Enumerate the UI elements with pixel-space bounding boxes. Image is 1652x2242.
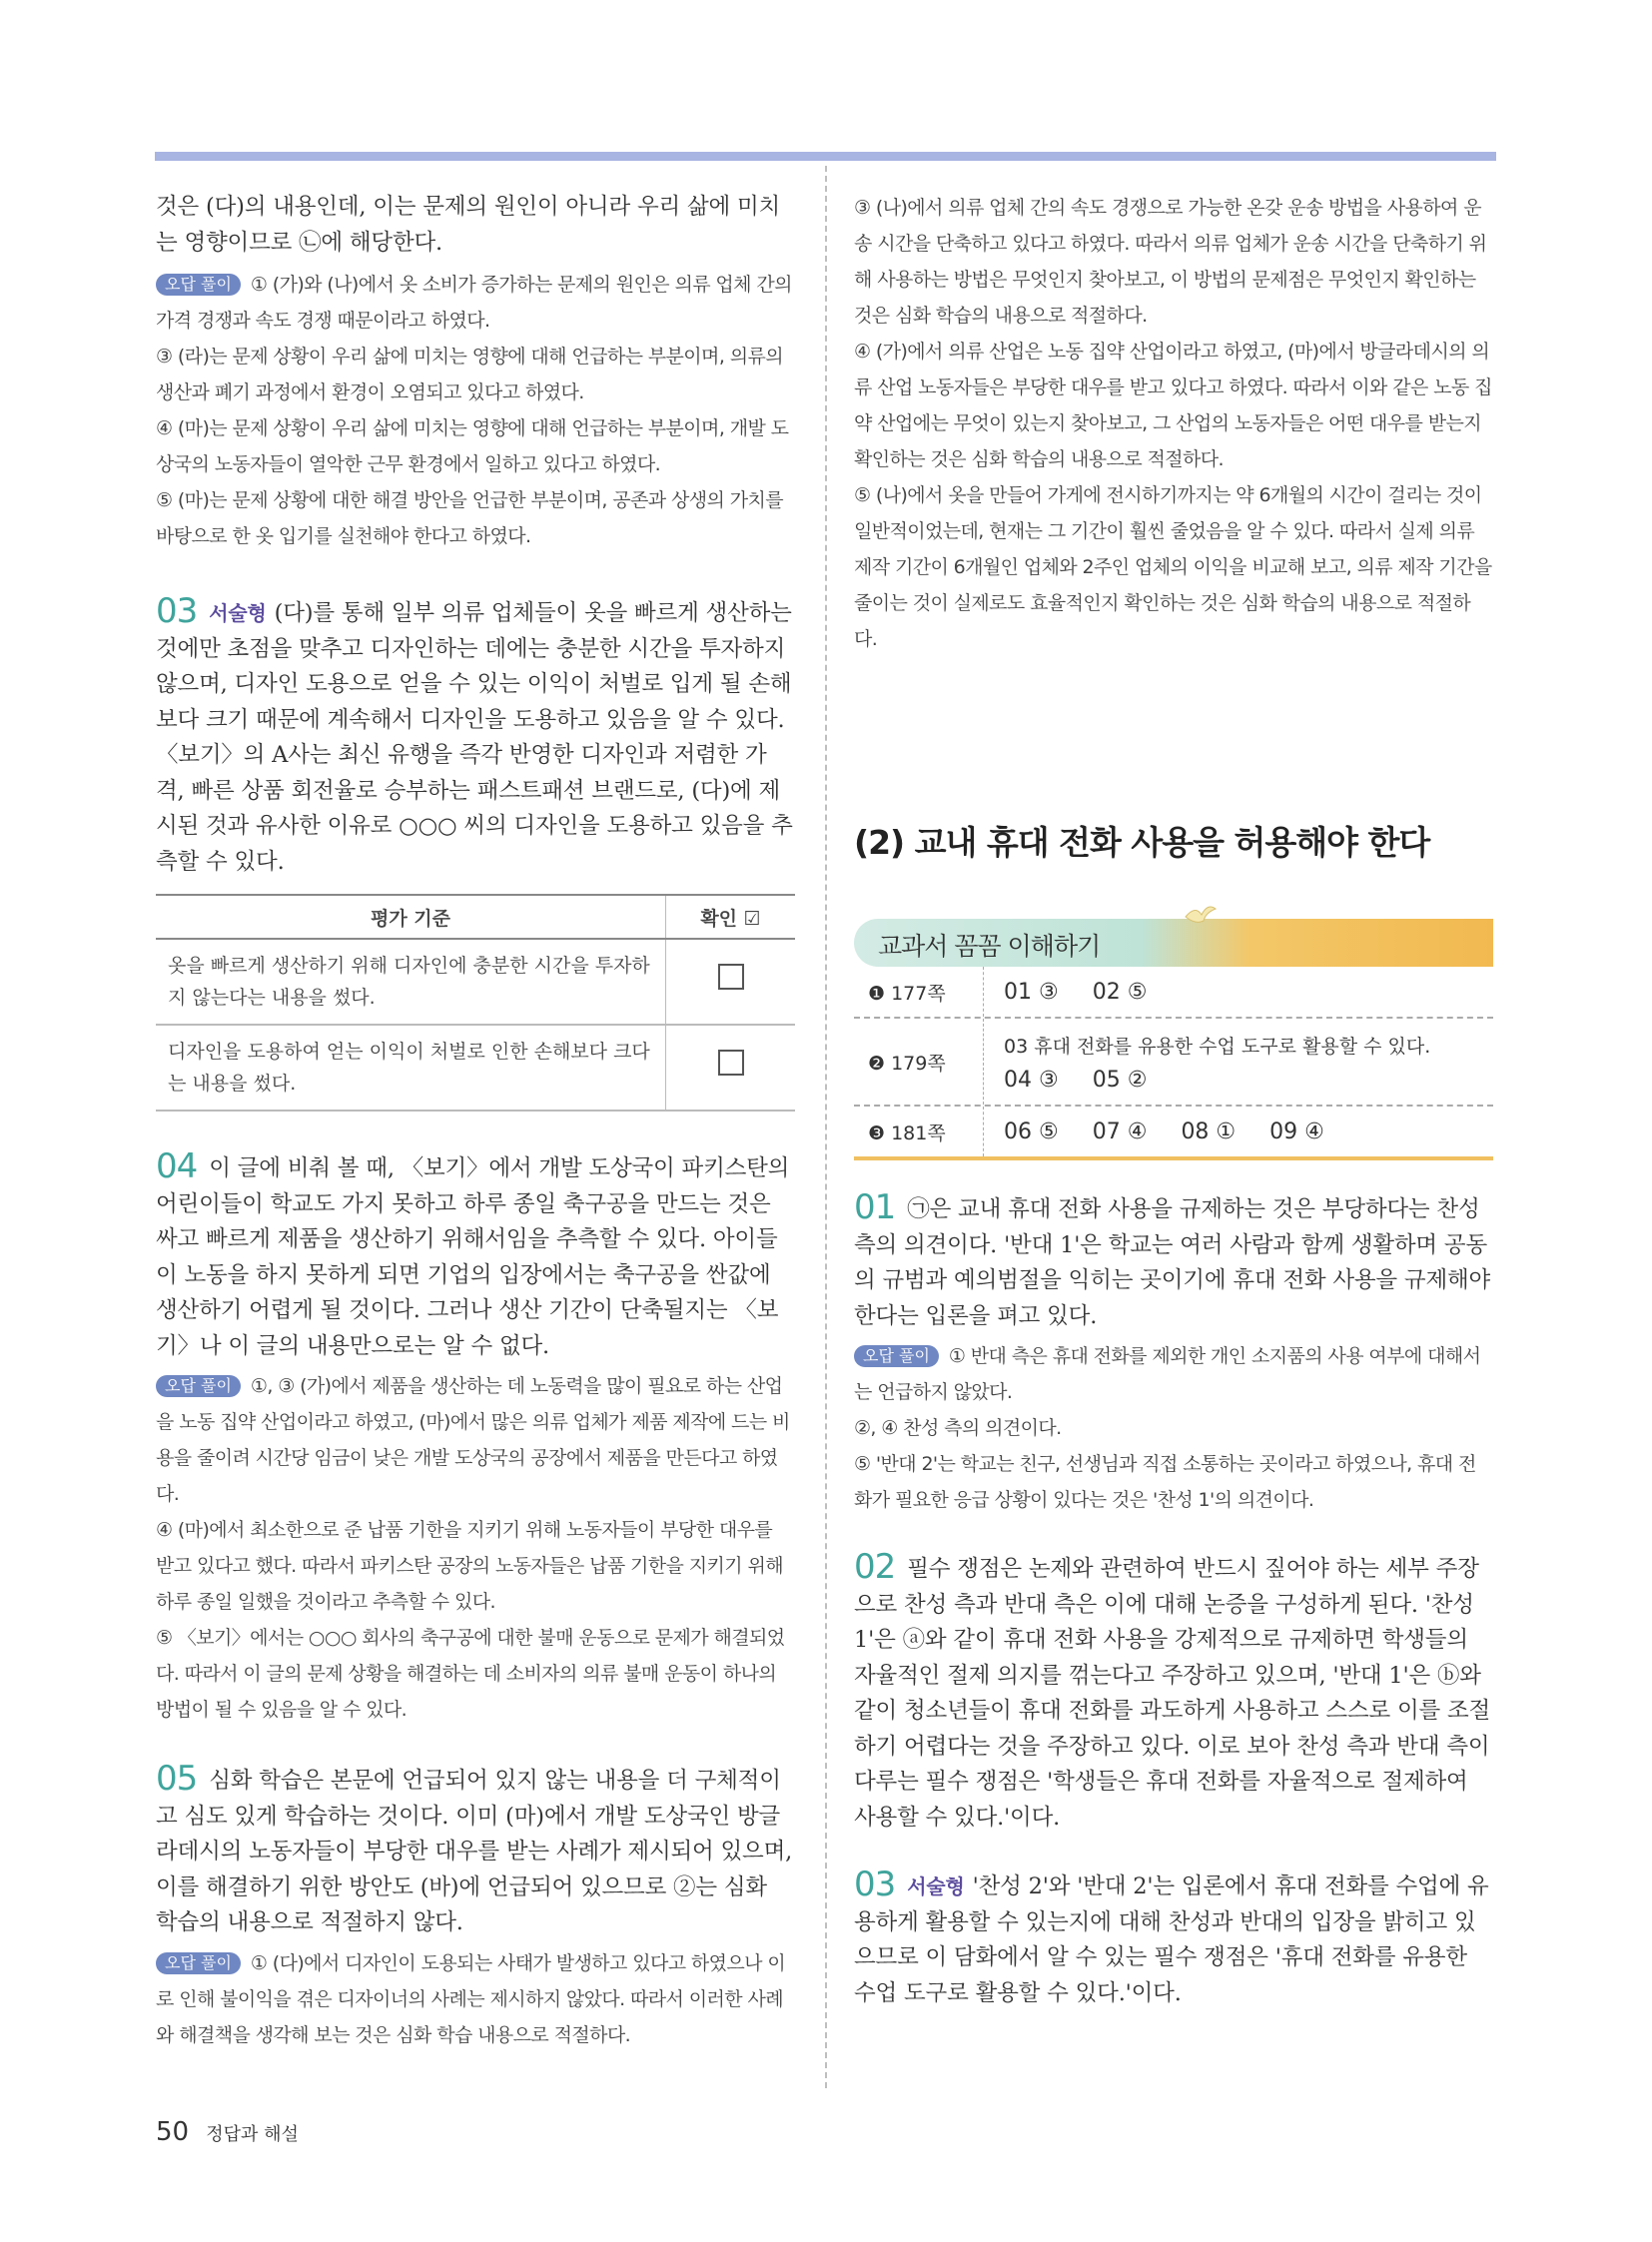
table-row: [156, 1025, 795, 1111]
answer-item: 06 ⑤: [1004, 1119, 1059, 1144]
answer-row: [854, 1107, 1493, 1156]
wrong-item: ⑤ '반대 2'는 학교는 친구, 선생님과 직접 소통하는 곳이라고 하였으나, 휴대 전화가 필요한 응급 상황이 있다는 것은 '찬성 1'의 의견이다.: [854, 1453, 1476, 1511]
answer-item: 08 ①: [1181, 1119, 1237, 1144]
criteria-cell: 옷을 빠르게 생산하기 위해 디자인에 충분한 시간을 투자하지 않는다는 내용을 썼다.: [156, 939, 666, 1025]
wrong-item: ⑤ 〈보기〉에서는 ○○○ 회사의 축구공에 대한 불매 운동으로 문제가 해결되었다. 따라서 이 글의 문제 상황을 해결하는 데 소비자의 의류 불매 운동이 하나의 방법이 될 수 있음을 알 수 있다.: [156, 1627, 785, 1721]
wrong-item: ① 반대 측은 휴대 전화를 제외한 개인 소지품의 사용 여부에 대해서는 언급하지 않았다.: [854, 1345, 1481, 1403]
wrong-item: ④ (마)에서 최소한으로 준 납품 기한을 지키기 위해 노동자들이 부당한 대우를 받고 있다고 했다. 따라서 파키스탄 공장의 노동자들은 납품 기한을 지키기 위해 하루 종일 일했을 것이라고 추측할 수 있다.: [156, 1519, 783, 1613]
wrong-answer-badge: 오답 풀이: [854, 1345, 939, 1367]
question-text: (다)를 통해 일부 의류 업체들이 옷을 빠르게 생산하는 것에만 초점을 맞추고 디자인하는 데에는 충분한 시간을 투자하지 않으며, 디자인 도용으로 얻을 수 있는 이익이 처벌로 입게 될 손해보다 크기 때문에 계속해서 디자인을 도용하고 있음을 알 수 있다. 〈보기〉의 A사는 최신 유행을 즉각 반영한 디자인과 저렴한 가격, 빠른 상품 회전율로 승부하는 패스트패션 브랜드로, (다)에 제시된 것과 유사한 이유로 ○○○ 씨의 디자인을 도용하고 있음을 추측할 수 있다.: [156, 600, 793, 875]
answer-row: [854, 967, 1493, 1019]
question-text: 필수 쟁점은 논제와 관련하여 반드시 짚어야 하는 세부 주장으로 찬성 측과 반대 측은 이에 대해 논증을 구성하게 된다. '찬성 1'은 ⓐ와 같이 휴대 전화 사용을 강제적으로 규제하면 학생들의 자율적인 절제 의지를 꺾는다고 주장하고 있으며, '반대 1'은 ⓑ와 같이 청소년들이 휴대 전화를 과도하게 사용하고 스스로 이를 조절하기 어렵다는 것을 주장하고 있다. 이로 보아 찬성 측과 반대 측이 다루는 필수 쟁점은 '학생들은 휴대 전화를 자율적으로 절제하여 사용할 수 있다.'이다.: [854, 1556, 1491, 1831]
answer-item: 03 휴대 전화를 유용한 수업 도구로 활용할 수 있다.: [1004, 1035, 1431, 1058]
question-type: 서술형: [907, 1874, 965, 1898]
criteria-cell: 디자인을 도용하여 얻는 이익이 처벌로 인한 손해보다 크다는 내용을 썼다.: [156, 1025, 666, 1111]
wrong-item: ②, ④ 찬성 측의 의견이다.: [854, 1417, 1062, 1439]
table-header-check: 확인 ☑: [666, 895, 796, 939]
wrong-answer-badge: 오답 풀이: [156, 1375, 241, 1397]
banner-label: 교과서 꼼꼼 이해하기: [878, 932, 1101, 961]
question-text: ㉠은 교내 휴대 전화 사용을 규제하는 것은 부당하다는 찬성 측의 의견이다. '반대 1'은 학교는 여러 사람과 함께 생활하며 공동의 규범과 예의범절을 익히는 곳이기에 휴대 전화 사용을 규제해야 한다는 입론을 펴고 있다.: [854, 1196, 1491, 1329]
wrong-answer-explanation: [854, 1338, 1493, 1410]
wrong-answer-explanation: [156, 1368, 795, 1512]
wrong-answer-explanation: [156, 267, 795, 339]
continued-item: ③ (나)에서 의류 업체 간의 속도 경쟁으로 가능한 온갖 운송 방법을 사용하여 운송 시간을 단축하고 있다고 하였다. 따라서 의류 업체가 운송 시간을 단축하기 위해 사용하는 방법은 무엇인지 찾아보고, 이 방법의 문제점은 무엇인지 확인하는 것은 심화 학습의 내용으로 적절하다.: [854, 197, 1487, 327]
answer-item: 02 ⑤: [1092, 979, 1148, 1005]
question-type: 서술형: [209, 601, 267, 625]
wrong-item: ⑤ (마)는 문제 상황에 대한 해결 방안을 언급한 부분이며, 공존과 상생의 가치를 바탕으로 한 옷 입기를 실천해야 한다고 하였다.: [156, 489, 783, 547]
question-text: '찬성 2'와 '반대 2'는 입론에서 휴대 전화를 수업에 유용하게 활용할 수 있는지에 대해 찬성과 반대의 입장을 밝히고 있으므로 이 담화에서 알 수 있는 필수 쟁점은 '휴대 전화를 유용한 수업 도구로 활용할 수 있다.'이다.: [854, 1873, 1489, 2006]
answer-page: ❶ 177쪽: [854, 967, 984, 1017]
wrong-answer-explanation: [156, 1945, 795, 2053]
answer-item: 01 ③: [1004, 979, 1059, 1005]
right-column: [854, 190, 1493, 2011]
evaluation-table: [156, 894, 795, 1112]
wrong-item: ① (다)에서 디자인이 도용되는 사태가 발생하고 있다고 하였으나 이로 인해 불이익을 겪은 디자이너의 사례는 제시하지 않았다. 따라서 이러한 사례와 해결책을 생각해 보는 것은 심화 학습 내용으로 적절하다.: [156, 1951, 786, 2046]
table-header-criteria: 평가 기준: [156, 895, 666, 939]
checkbox[interactable]: [718, 964, 744, 990]
question-text: 이 글에 비춰 볼 때, 〈보기〉에서 개발 도상국이 파키스탄의 어린이들이 학교도 가지 못하고 하루 종일 축구공을 만드는 것은 싸고 빠르게 제품을 생산하기 위해서임을 추측할 수 있다. 아이들이 노동을 하지 못하게 되면 기업의 입장에서는 축구공을 싼값에 생산하기 어렵게 될 것이다. 그러나 생산 기간이 단축될지는 〈보기〉나 이 글의 내용만으로는 알 수 없다.: [156, 1155, 790, 1359]
question-number: 03: [156, 591, 198, 631]
wrong-item: ③ (라)는 문제 상황이 우리 삶에 미치는 영향에 대해 언급하는 부분이며, 의류의 생산과 폐기 과정에서 환경이 오염되고 있다고 하였다.: [156, 346, 783, 403]
question-number: 05: [156, 1759, 198, 1799]
page-number: 50: [156, 2117, 190, 2147]
left-column: [156, 190, 795, 2053]
question-04: [156, 1146, 795, 1364]
wrong-item: ④ (마)는 문제 상황이 우리 삶에 미치는 영향에 대해 언급하는 부분이며, 개발 도상국의 노동자들이 열악한 근무 환경에서 일하고 있다고 하였다.: [156, 417, 789, 475]
intro-text: 것은 (다)의 내용인데, 이는 문제의 원인이 아니라 우리 삶에 미치는 영향이므로 ㉡에 해당한다.: [156, 194, 781, 256]
answer-item: 05 ②: [1092, 1067, 1148, 1093]
question-number: 03: [854, 1865, 896, 1904]
checkbox[interactable]: [718, 1050, 744, 1076]
continued-item: ④ (가)에서 의류 산업은 노동 집약 산업이라고 하였고, (마)에서 방글라데시의 의류 산업 노동자들은 부당한 대우를 받고 있다고 하였다. 따라서 이와 같은 노동 집약 산업에는 무엇이 있는지 찾아보고, 그 산업의 노동자들은 어떤 대우를 받는지 확인하는 것은 심화 학습의 내용으로 적절하다.: [854, 341, 1492, 470]
question-text: 심화 학습은 본문에 언급되어 있지 않는 내용을 더 구체적이고 심도 있게 학습하는 것이다. 이미 (마)에서 개발 도상국인 방글라데시의 노동자들이 부당한 대우를 받는 사례가 제시되어 있으며, 이를 해결하기 위한 방안도 (바)에 언급되어 있으므로 ②는 심화 학습의 내용으로 적절하지 않다.: [156, 1768, 793, 1935]
section-title: (2) 교내 휴대 전화 사용을 허용해야 한다: [854, 823, 1430, 862]
answer-item: 07 ④: [1092, 1119, 1148, 1144]
question-number: 02: [854, 1547, 896, 1587]
top-accent-bar: [155, 152, 1496, 161]
wrong-answer-badge: 오답 풀이: [156, 1952, 241, 1974]
question-02: [854, 1547, 1493, 1836]
answer-key: [854, 967, 1493, 1160]
wrong-item: ① (가)와 (나)에서 옷 소비가 증가하는 문제의 원인은 의류 업체 간의 가격 경쟁과 속도 경쟁 때문이라고 하였다.: [156, 274, 792, 332]
question-05: [156, 1759, 795, 1941]
question-number: 04: [156, 1146, 198, 1186]
answer-row: [854, 1019, 1493, 1107]
table-row: [156, 939, 795, 1025]
bird-icon: [1184, 903, 1218, 929]
question-01: [854, 1187, 1493, 1334]
section-banner: [854, 919, 1493, 967]
wrong-answer-badge: 오답 풀이: [156, 274, 241, 296]
answer-page: ❸ 181쪽: [854, 1107, 984, 1156]
answer-page: ❷ 179쪽: [854, 1019, 984, 1105]
answer-item: 04 ③: [1004, 1067, 1059, 1093]
page-footer: [156, 2117, 299, 2147]
question-03: [156, 591, 795, 880]
continued-item: ⑤ (나)에서 옷을 만들어 가게에 전시하기까지는 약 6개월의 시간이 걸리는 것이 일반적이었는데, 현재는 그 기간이 훨씬 줄었음을 알 수 있다. 따라서 실제 의류 제작 기간이 6개월인 업체와 2주인 업체의 이익을 비교해 보고, 의류 제작 기간을 줄이는 것이 실제로도 효율적인지 확인하는 것은 심화 학습의 내용으로 적절하다.: [854, 484, 1492, 650]
question-number: 01: [854, 1187, 896, 1227]
answer-item: 09 ④: [1269, 1119, 1324, 1144]
column-divider: [825, 166, 827, 2088]
footer-label: 정답과 해설: [206, 2124, 299, 2145]
question-03-right: [854, 1865, 1493, 2011]
wrong-item: ①, ③ (가)에서 제품을 생산하는 데 노동력을 많이 필요로 하는 산업을 노동 집약 산업이라고 하였고, (마)에서 많은 의류 업체가 제품 제작에 드는 비용을 줄이려 시간당 임금이 낮은 개발 도상국의 공장에서 제품을 만든다고 하였다.: [156, 1375, 790, 1505]
